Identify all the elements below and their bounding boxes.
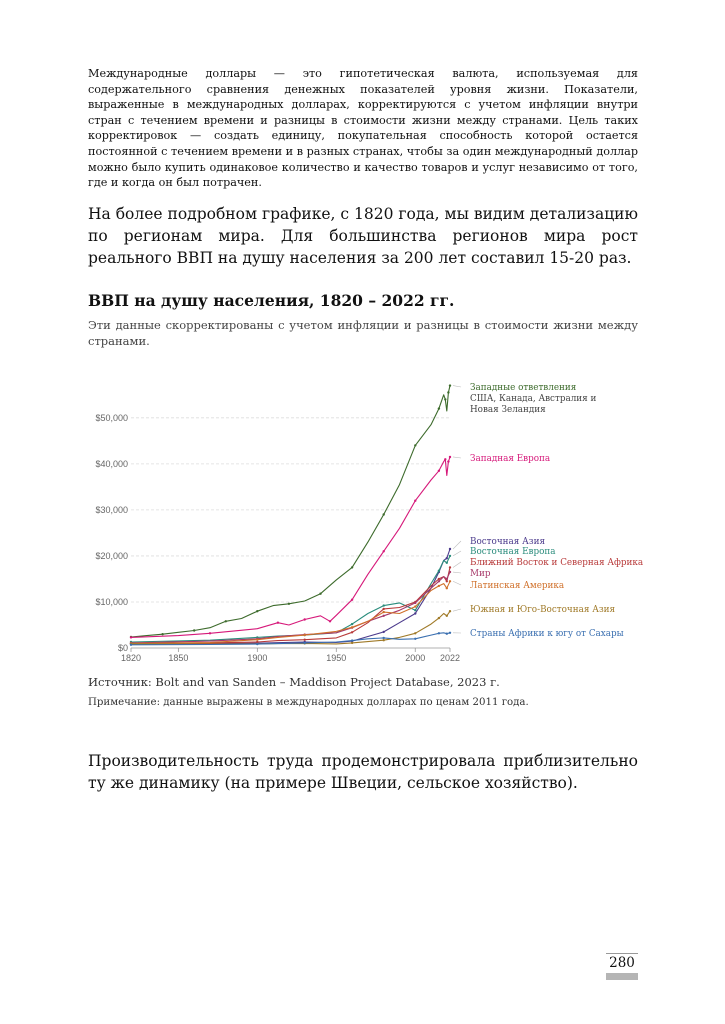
y-tick-label: $40,000 [95,458,128,469]
series-point [438,470,440,472]
page-number: 280 [606,953,638,971]
series-point [446,633,448,635]
chart-series-lines [130,384,451,646]
series-point [414,602,416,604]
y-tick-label: $0 [117,643,128,653]
series-label-connector [453,581,461,585]
series-point [446,578,448,580]
detail-paragraph: На более подробном графике, с 1820 года, мы видим детализацию по регионам мира. Для большинства регионов мира рост реального ВВП на душу населения за 200 лет составил 15-20 раз. [88,205,638,267]
series-line [131,556,450,642]
series-point [446,580,448,582]
series-point [319,593,321,595]
series-label-connector [453,572,461,573]
series-label: Западная Европа [470,454,551,464]
series-label: Южная и Юго-Восточная Азия [470,605,616,615]
series-point [256,610,258,612]
x-tick-label: 1900 [247,653,268,663]
series-point [383,615,385,617]
series-point [446,587,448,589]
chart-subtitle: Эти данные скорректированы с учетом инфляции и разницы в стоимости жизни между странами. [88,318,638,348]
series-point [449,555,451,557]
series-label-connector [453,609,461,611]
series-point [225,620,227,622]
series-point [383,608,385,610]
series-point [351,631,353,633]
series-point [414,632,416,634]
series-point [383,611,385,613]
series-point [449,566,451,568]
series-point [449,384,451,386]
series-point [304,639,306,641]
series-point [447,460,449,462]
series-label: Мир [470,569,491,579]
gdp-per-capita-chart [88,368,648,668]
series-point [351,599,353,601]
series-label-connector [453,386,461,387]
series-label: Восточная Европа [470,547,556,557]
series-point [161,633,163,635]
series-label-connector [453,457,461,458]
series-label: Латинская Америка [470,581,565,591]
series-point [193,629,195,631]
y-axis-ticks [95,413,128,653]
series-label: Восточная Азия [470,537,545,547]
series-point [438,580,440,582]
series-point [414,500,416,502]
series-point [446,557,448,559]
series-point [414,605,416,607]
chart-series-labels [453,383,643,639]
series-label-connector [453,562,461,567]
series-point [304,634,306,636]
y-tick-label: $20,000 [95,550,128,561]
x-tick-label: 1850 [168,653,189,663]
series-point [449,632,451,634]
series-point [447,391,449,393]
series-point [449,610,451,612]
series-point [383,639,385,641]
series-point [383,513,385,515]
series-point [414,612,416,614]
series-point [446,562,448,564]
series-line [131,549,450,644]
y-tick-label: $30,000 [95,504,128,515]
series-point [414,638,416,640]
series-point [383,637,385,639]
x-tick-label: 1820 [120,653,142,663]
series-point [383,631,385,633]
series-point [130,644,132,646]
series-point [304,642,306,644]
series-point [438,570,440,572]
series-point [277,622,279,624]
series-label: Западные ответвления [470,383,577,393]
series-line [131,386,450,637]
series-label-connector [453,551,461,556]
series-point [449,548,451,550]
chart-gridlines [131,418,450,648]
x-tick-label: 2000 [405,653,426,663]
series-point [449,580,451,582]
series-point [130,636,132,638]
y-tick-label: $50,000 [95,412,128,423]
series-point [383,550,385,552]
series-line [131,581,450,643]
series-point [304,618,306,620]
series-label: Ближний Восток и Северная Африка [470,558,644,568]
series-point [449,571,451,573]
productivity-paragraph: Производительность труда продемонстрировала приблизительно ту же динамику (на примере Швеции, сельское хозяйство). [88,752,638,792]
series-point [288,603,290,605]
intro-paragraph: Международные доллары — это гипотетическая валюта, используемая для содержательного сравнения денежных показателей уровня жизни. Показатели, выраженные в международных долларах, корректируются с учетом инфляции внутри стран с течением времени и разницы в стоимости жизни между странами. Цель таких корректировок — создать единицу, покупательная способность которой остается постоянной с течением времени и в разных странах, чтобы за один международный доллар можно было купить одинаковое количество и качество товаров и услуг независимо от того, где и когда он был потрачен. [88,67,638,190]
series-point [351,623,353,625]
series-point [446,615,448,617]
series-point [351,642,353,644]
y-tick-label: $10,000 [95,596,128,607]
series-line [131,457,450,637]
series-label: Страны Африки к югу от Сахары [470,629,624,639]
series-point [444,458,446,460]
series-point [256,639,258,641]
series-label: Новая Зеландия [470,405,546,415]
series-point [438,632,440,634]
series-point [438,407,440,409]
series-label: США, Канада, Австралия и [470,394,597,404]
series-point [329,620,331,622]
chart-heading: ВВП на душу населения, 1820 – 2022 гг. [88,291,455,310]
series-point [351,639,353,641]
series-point [351,626,353,628]
series-point [438,585,440,587]
chart-source: Источник: Bolt and van Sanden – Maddison Project Database, 2023 г. [88,675,500,689]
page-number-bar [606,973,638,980]
series-label-connector [453,541,461,549]
series-point [414,609,416,611]
series-point [444,398,446,400]
x-axis-ticks [121,648,460,663]
series-point [449,456,451,458]
series-point [256,643,258,645]
x-tick-label: 1950 [326,653,347,663]
series-point [351,566,353,568]
series-point [383,604,385,606]
chart-note: Примечание: данные выражены в международных долларах по ценам 2011 года. [88,697,529,708]
x-tick-label: 2022 [439,653,461,663]
series-point [209,632,211,634]
series-point [414,444,416,446]
series-point [438,617,440,619]
